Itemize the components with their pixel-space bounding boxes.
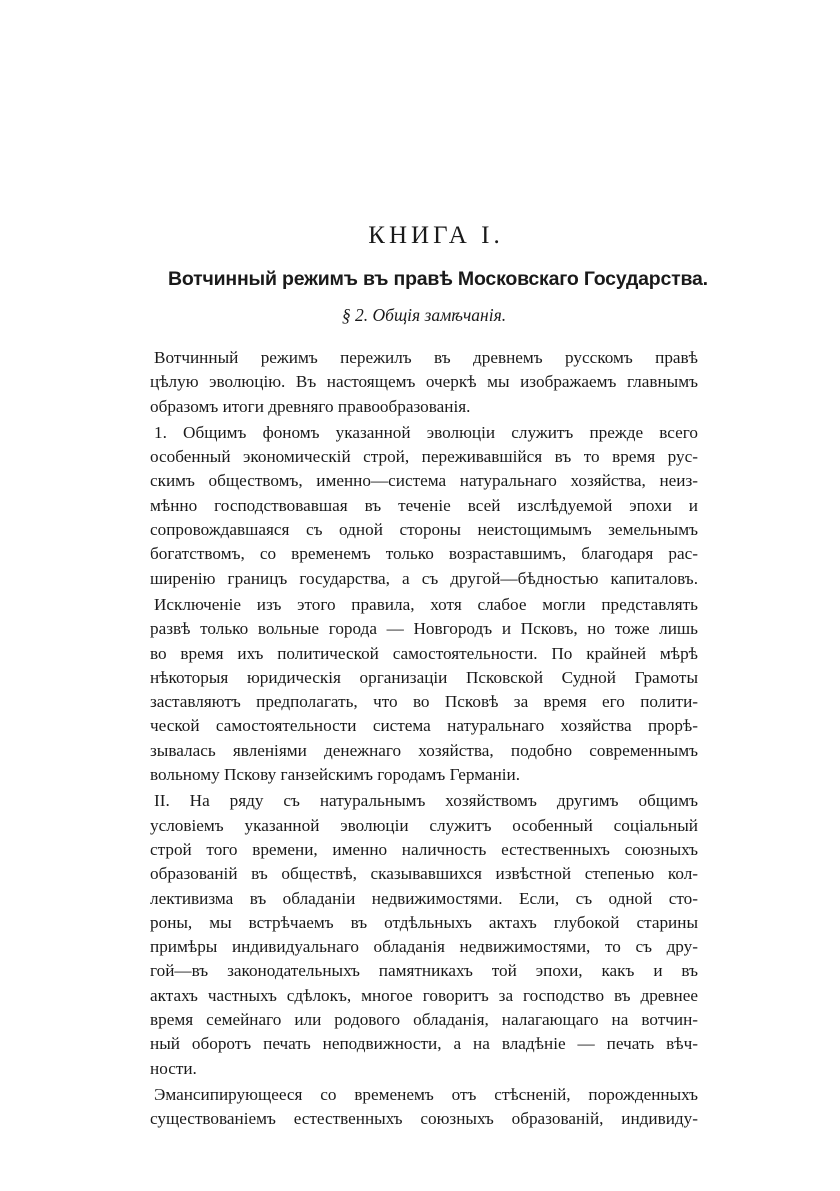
text-line: гой—въ законодательныхъ памятникахъ той эпохи, какъ и въ	[150, 961, 698, 981]
paragraph-4	[150, 789, 698, 1081]
text-line: актахъ частныхъ сдѣлокъ, многое говоритъ за господство въ древнее	[150, 985, 698, 1005]
text-line: развѣ только вольные города — Новгородъ и Псковъ, но тоже лишь	[150, 619, 698, 639]
text-line: во время ихъ политической самостоятельности. По крайней мѣрѣ	[150, 643, 698, 663]
text-line: Эмансипирующееся со временемъ отъ стѣсненій, порожденныхъ	[154, 1084, 698, 1104]
text-line: существованіемъ естественныхъ союзныхъ образованій, индивиду-	[150, 1109, 698, 1129]
text-line: скимъ обществомъ, именно—система натуральнаго хозяйства, неиз-	[150, 471, 698, 491]
text-line: образомъ итоги древняго правообразованія.	[150, 396, 471, 416]
text-line: образованій въ обществѣ, сказывавшихся извѣстной степенью кол-	[150, 864, 698, 884]
paragraph-3	[150, 593, 698, 787]
paragraph-2	[150, 421, 698, 591]
text-line: сопровождавшаяся съ одной стороны неистощимымъ земельнымъ	[150, 520, 698, 540]
section-title: § 2. Общія замѣчанія.	[341, 305, 507, 325]
text-line: ности.	[150, 1058, 197, 1078]
text-line: зывалась явленіями денежнаго хозяйства, подобно современнымъ	[150, 740, 698, 760]
text-line: мѣнно господствовавшая въ теченіе всей изслѣдуемой эпохи и	[150, 495, 698, 515]
text-line: примѣры индивидуальнаго обладанія недвижимостями, то съ дру-	[150, 937, 698, 957]
paragraph-1	[150, 346, 698, 419]
text-line: время семейнаго или родового обладанія, налагающаго на вотчин-	[150, 1010, 698, 1030]
page-content	[150, 222, 708, 1134]
text-line: ный оборотъ печать неподвижности, а на владѣніе — печать вѣч-	[150, 1034, 698, 1054]
book-title: КНИГА I.	[368, 222, 504, 249]
text-line: ширенію границъ государства, а съ другой—бѣдностью капиталовъ.	[150, 568, 698, 588]
text-line: нѣкоторыя юридическія организаціи Псковской Судной Грамоты	[150, 667, 698, 687]
text-line: 1. Общимъ фономъ указанной эволюціи служитъ прежде всего	[154, 422, 698, 442]
part-title: Вотчинный режимъ въ правѣ Московскаго Государства.	[168, 268, 708, 290]
text-line: особенный экономическій строй, переживавшійся въ то время рус-	[150, 447, 698, 467]
text-line: заставляютъ предполагать, что во Псковѣ за время его полити-	[150, 692, 698, 712]
text-line: Вотчинный режимъ пережилъ въ древнемъ русскомъ правѣ	[154, 348, 698, 367]
text-line: II. На ряду съ натуральнымъ хозяйствомъ другимъ общимъ	[154, 791, 698, 811]
text-line: Исключеніе изъ этого правила, хотя слабое могли представлять	[154, 594, 698, 614]
text-line: ческой самостоятельности система натуральнаго хозяйства проpѣ-	[150, 716, 698, 736]
text-line: богатствомъ, со временемъ только возраставшимъ, благодаря рас-	[150, 544, 698, 564]
text-line: условіемъ указанной эволюціи служитъ особенный соціальный	[150, 815, 698, 835]
text-line: лективизма въ обладаніи недвижимостями. Если, съ одной сто-	[150, 888, 698, 908]
paragraph-5	[150, 1083, 698, 1132]
text-line: цѣлую эволюцію. Въ настоящемъ очеркѣ мы изображаемъ главнымъ	[150, 372, 698, 392]
text-line: роны, мы встрѣчаемъ въ отдѣльныхъ актахъ глубокой старины	[150, 912, 698, 932]
text-line: вольному Пскову ганзейскимъ городамъ Германіи.	[150, 765, 521, 785]
text-line: строй того времени, именно наличность естественныхъ союзныхъ	[150, 839, 698, 859]
